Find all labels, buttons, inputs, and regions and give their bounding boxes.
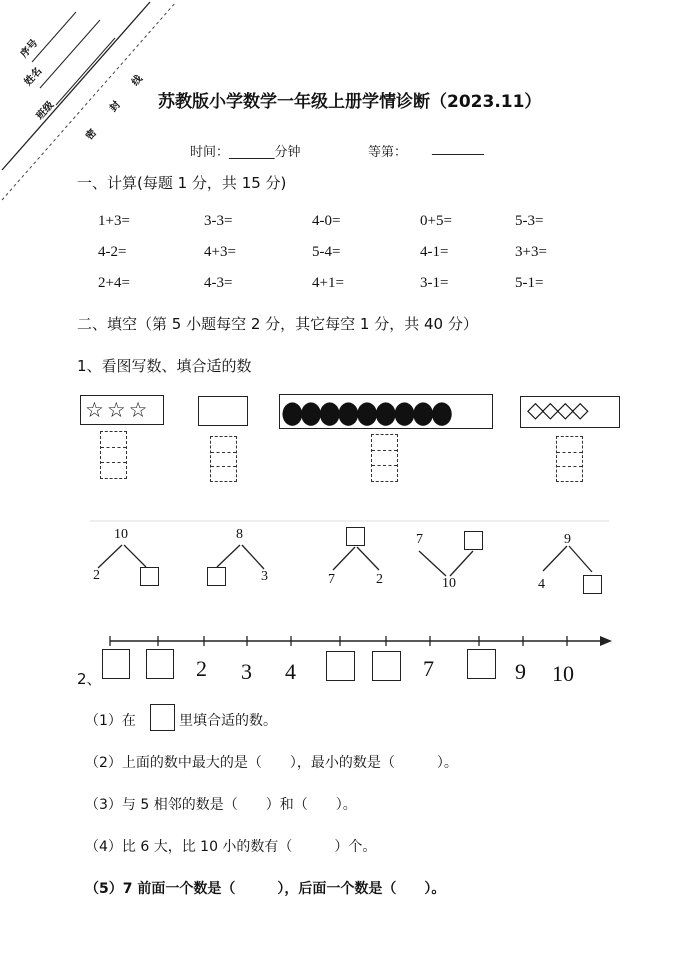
numline-box[interactable] xyxy=(326,651,355,681)
seal-word-1: 密 xyxy=(84,127,99,143)
page-title: 苏教版小学数学一年级上册学情诊断（2023.11） xyxy=(158,92,542,112)
q1-title: 1、看图写数、填合适的数 xyxy=(77,357,252,375)
calc-item: 3-1= xyxy=(420,275,449,291)
bond4-bottom: 10 xyxy=(442,576,456,591)
calc-item: 2+4= xyxy=(98,275,130,291)
subq-1-post: 里填合适的数。 xyxy=(179,713,277,729)
calc-item: 0+5= xyxy=(420,213,452,229)
calc-item: 5-4= xyxy=(312,244,341,260)
calc-item: 4+3= xyxy=(204,244,236,260)
bond3-right: 2 xyxy=(376,572,383,587)
numline-label: 3 xyxy=(241,659,252,684)
calc-item: 5-3= xyxy=(515,213,544,229)
numline-box[interactable] xyxy=(372,651,401,681)
bond1-left: 2 xyxy=(93,568,100,583)
numline-box[interactable] xyxy=(467,649,496,679)
grade-blank: ________ xyxy=(432,141,484,156)
calc-item: 4+1= xyxy=(312,275,344,291)
bond4-left-top: 7 xyxy=(416,532,423,547)
calc-item: 4-1= xyxy=(420,244,449,260)
numline-label: 4 xyxy=(285,659,296,684)
class-label: 班级 xyxy=(34,99,57,122)
numline-box[interactable] xyxy=(102,649,130,679)
subq-1-pre: （1）在 xyxy=(85,713,136,729)
bond2-top: 8 xyxy=(236,527,243,542)
calc-item: 3-3= xyxy=(204,213,233,229)
numline-label: 2 xyxy=(196,656,207,681)
bond5-top: 9 xyxy=(564,532,571,547)
bond3-left: 7 xyxy=(328,572,335,587)
calc-item: 4-0= xyxy=(312,213,341,229)
calc-item: 5-1= xyxy=(515,275,544,291)
filled-circle-icon: ●●●●●●●●● xyxy=(281,395,450,431)
name-label: 姓名 xyxy=(22,65,45,88)
subq-3: （3）与 5 相邻的数是（ ）和（ ）。 xyxy=(85,797,357,813)
section2-heading: 二、填空（第 5 小题每空 2 分，其它每空 1 分，共 40 分） xyxy=(77,315,478,333)
subq-1-box-icon xyxy=(150,704,175,731)
seal-word-2: 封 xyxy=(108,99,123,115)
q2-label: 2、 xyxy=(77,670,102,688)
star-icon: ☆☆☆ xyxy=(85,398,151,422)
bond2-right: 3 xyxy=(261,569,268,584)
numline-label: 9 xyxy=(515,659,526,684)
calc-item: 4-3= xyxy=(204,275,233,291)
section1-heading: 一、计算(每题 1 分，共 15 分) xyxy=(77,174,287,192)
calc-item: 3+3= xyxy=(515,244,547,260)
calc-item: 4-2= xyxy=(98,244,127,260)
grade-label: 等第： xyxy=(368,145,408,160)
diamond-icon: ◇◇◇◇ xyxy=(527,398,587,423)
subq-5: （5）7 前面一个数是（ ），后面一个数是（ ）。 xyxy=(85,881,446,897)
calc-item: 1+3= xyxy=(98,213,130,229)
numline-label: 7 xyxy=(423,656,434,681)
seal-word-3: 线 xyxy=(130,73,145,89)
subq-2: （2）上面的数中最大的是（ ），最小的数是（ ）。 xyxy=(85,755,458,771)
subq-4: （4）比 6 大，比 10 小的数有（ ）个。 xyxy=(85,839,377,855)
numline-box[interactable] xyxy=(146,649,174,679)
bond5-left: 4 xyxy=(538,577,545,592)
numline-label: 10 xyxy=(552,661,574,686)
time-label: 时间：_______分钟 xyxy=(190,145,301,160)
serial-label: 序号 xyxy=(18,37,41,60)
bond1-top: 10 xyxy=(114,527,128,542)
